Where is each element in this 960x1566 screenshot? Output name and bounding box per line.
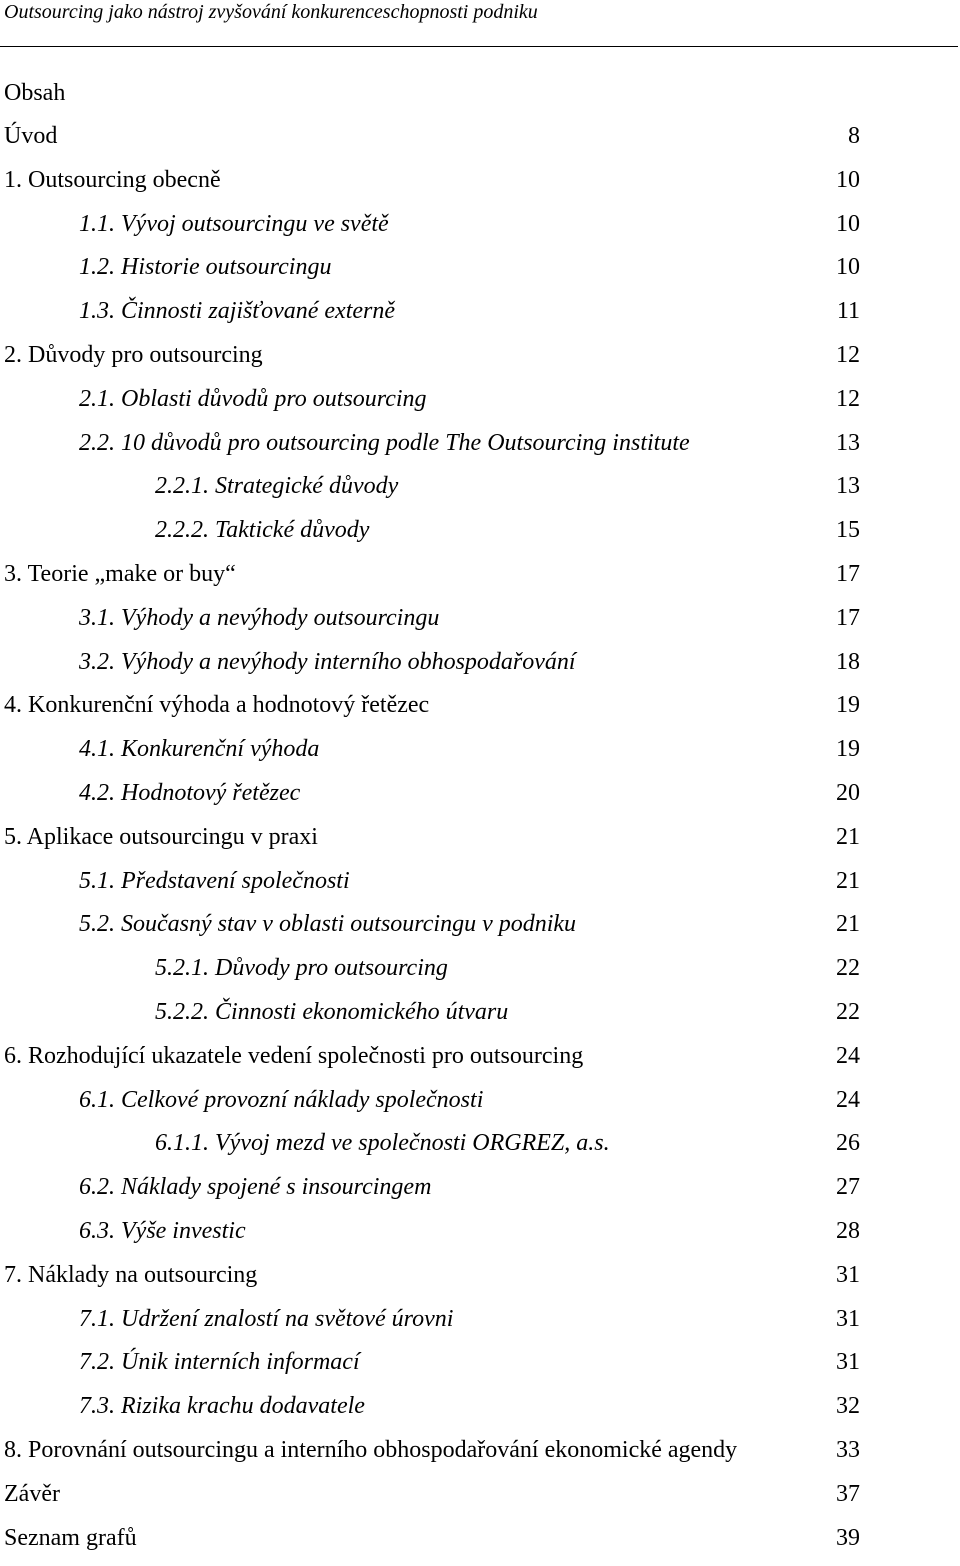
toc-entry[interactable] xyxy=(0,603,960,647)
toc-entry[interactable] xyxy=(0,953,960,997)
toc-entry-page-number: 11 xyxy=(800,296,860,326)
toc-entry-page-number: 8 xyxy=(800,121,860,151)
toc-entry-label: 4.1. Konkurenční výhoda xyxy=(79,734,319,764)
toc-entry-page-number: 31 xyxy=(800,1347,860,1377)
toc-entry[interactable] xyxy=(0,690,960,734)
toc-entry-page-number: 21 xyxy=(800,909,860,939)
toc-entry-page-number: 13 xyxy=(800,428,860,458)
toc-entry-page-number: 10 xyxy=(800,165,860,195)
toc-entry-label: 2. Důvody pro outsourcing xyxy=(4,340,263,370)
toc-entry-page-number: 19 xyxy=(800,734,860,764)
toc-entry-label: 7.3. Rizika krachu dodavatele xyxy=(79,1391,365,1421)
toc-entry-label: 6.1. Celkové provozní náklady společnosti xyxy=(79,1085,483,1115)
toc-entry-page-number: 28 xyxy=(800,1216,860,1246)
toc-entry-label: 5. Aplikace outsourcingu v praxi xyxy=(4,822,318,852)
toc-entry-page-number: 24 xyxy=(800,1041,860,1071)
toc-entry[interactable] xyxy=(0,1391,960,1435)
toc-entry-page-number: 12 xyxy=(800,384,860,414)
table-of-contents xyxy=(0,121,960,1566)
toc-entry-label: 2.2.2. Taktické důvody xyxy=(155,515,369,545)
document-header-title: Outsourcing jako nástroj zvyšování konkurenceschopnosti podniku xyxy=(4,0,538,24)
toc-entry-label: 6. Rozhodující ukazatele vedení společnosti pro outsourcing xyxy=(4,1041,583,1071)
toc-entry[interactable] xyxy=(0,121,960,165)
toc-entry-label: 2.1. Oblasti důvodů pro outsourcing xyxy=(79,384,427,414)
toc-entry-label: 4. Konkurenční výhoda a hodnotový řetězec xyxy=(4,690,429,720)
toc-entry-label: 6.3. Výše investic xyxy=(79,1216,246,1246)
toc-entry-label: 2.2.1. Strategické důvody xyxy=(155,471,398,501)
toc-entry[interactable] xyxy=(0,778,960,822)
toc-entry-page-number: 24 xyxy=(800,1085,860,1115)
toc-heading: Obsah xyxy=(4,78,65,108)
toc-entry-label: 4.2. Hodnotový řetězec xyxy=(79,778,300,808)
toc-entry-page-number: 17 xyxy=(800,559,860,589)
toc-entry-label: 6.1.1. Vývoj mezd ve společnosti ORGREZ, a.s. xyxy=(155,1128,610,1158)
toc-entry[interactable] xyxy=(0,647,960,691)
toc-entry-page-number: 37 xyxy=(800,1479,860,1509)
toc-entry-page-number: 31 xyxy=(800,1260,860,1290)
toc-entry[interactable] xyxy=(0,1304,960,1348)
toc-entry[interactable] xyxy=(0,209,960,253)
toc-entry[interactable] xyxy=(0,559,960,603)
toc-entry[interactable] xyxy=(0,1435,960,1479)
toc-entry-page-number: 20 xyxy=(800,778,860,808)
toc-entry-page-number: 22 xyxy=(800,997,860,1027)
header-divider xyxy=(0,46,958,47)
toc-entry-label: 8. Porovnání outsourcingu a interního obhospodařování ekonomické agendy xyxy=(4,1435,737,1465)
toc-entry-label: Seznam grafů xyxy=(4,1523,137,1553)
toc-entry[interactable] xyxy=(0,909,960,953)
toc-entry-label: 5.1. Představení společnosti xyxy=(79,866,350,896)
toc-entry-page-number: 39 xyxy=(800,1523,860,1553)
toc-entry[interactable] xyxy=(0,1347,960,1391)
toc-entry-label: Úvod xyxy=(4,121,57,151)
toc-entry[interactable] xyxy=(0,997,960,1041)
toc-entry[interactable] xyxy=(0,515,960,559)
toc-entry[interactable] xyxy=(0,165,960,209)
toc-entry[interactable] xyxy=(0,1523,960,1566)
toc-entry[interactable] xyxy=(0,1172,960,1216)
toc-entry-label: 6.2. Náklady spojené s insourcingem xyxy=(79,1172,431,1202)
toc-entry-label: 1. Outsourcing obecně xyxy=(4,165,221,195)
toc-entry-label: 5.2.2. Činnosti ekonomického útvaru xyxy=(155,997,508,1027)
toc-entry-page-number: 27 xyxy=(800,1172,860,1202)
toc-entry-label: 7. Náklady na outsourcing xyxy=(4,1260,257,1290)
toc-entry-page-number: 10 xyxy=(800,252,860,282)
toc-entry-page-number: 33 xyxy=(800,1435,860,1465)
toc-entry[interactable] xyxy=(0,340,960,384)
toc-entry-page-number: 10 xyxy=(800,209,860,239)
toc-entry[interactable] xyxy=(0,1128,960,1172)
toc-entry-label: 3.1. Výhody a nevýhody outsourcingu xyxy=(79,603,439,633)
toc-entry[interactable] xyxy=(0,734,960,778)
toc-entry[interactable] xyxy=(0,428,960,472)
toc-entry-page-number: 32 xyxy=(800,1391,860,1421)
toc-entry-page-number: 21 xyxy=(800,866,860,896)
toc-entry-page-number: 18 xyxy=(800,647,860,677)
toc-entry-label: 1.1. Vývoj outsourcingu ve světě xyxy=(79,209,389,239)
toc-entry[interactable] xyxy=(0,1041,960,1085)
toc-entry-label: Závěr xyxy=(4,1479,60,1509)
toc-entry[interactable] xyxy=(0,866,960,910)
toc-entry[interactable] xyxy=(0,822,960,866)
toc-entry[interactable] xyxy=(0,471,960,515)
toc-entry[interactable] xyxy=(0,296,960,340)
toc-entry-label: 3.2. Výhody a nevýhody interního obhospodařování xyxy=(79,647,576,677)
toc-entry-page-number: 22 xyxy=(800,953,860,983)
toc-entry[interactable] xyxy=(0,1260,960,1304)
toc-entry[interactable] xyxy=(0,252,960,296)
toc-entry[interactable] xyxy=(0,384,960,428)
toc-entry[interactable] xyxy=(0,1216,960,1260)
toc-entry-label: 1.2. Historie outsourcingu xyxy=(79,252,331,282)
toc-entry-page-number: 19 xyxy=(800,690,860,720)
toc-entry-page-number: 12 xyxy=(800,340,860,370)
toc-entry-page-number: 26 xyxy=(800,1128,860,1158)
toc-entry-page-number: 21 xyxy=(800,822,860,852)
toc-entry-page-number: 15 xyxy=(800,515,860,545)
toc-entry-page-number: 31 xyxy=(800,1304,860,1334)
toc-entry-label: 2.2. 10 důvodů pro outsourcing podle The Outsourcing institute xyxy=(79,428,690,458)
toc-entry[interactable] xyxy=(0,1085,960,1129)
toc-entry[interactable] xyxy=(0,1479,960,1523)
toc-entry-label: 3. Teorie „make or buy“ xyxy=(4,559,236,589)
toc-entry-label: 1.3. Činnosti zajišťované externě xyxy=(79,296,395,326)
toc-entry-label: 7.2. Únik interních informací xyxy=(79,1347,360,1377)
toc-entry-label: 7.1. Udržení znalostí na světové úrovni xyxy=(79,1304,453,1334)
toc-entry-label: 5.2.1. Důvody pro outsourcing xyxy=(155,953,448,983)
toc-entry-label: 5.2. Současný stav v oblasti outsourcingu v podniku xyxy=(79,909,576,939)
toc-entry-page-number: 17 xyxy=(800,603,860,633)
toc-entry-page-number: 13 xyxy=(800,471,860,501)
